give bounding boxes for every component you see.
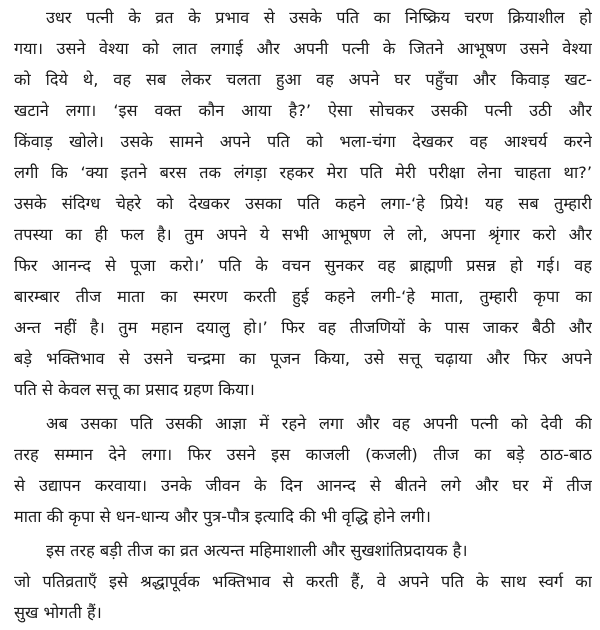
text-line: माता की कृपा से धन-धान्य और पुत्र-पौत्र इत्यादि की भी वृद्धि होने लगी। [14, 507, 431, 526]
text-line: बड़े भक्तिभाव से उसने चन्द्रमा का पूजन किया, उसे सत्तू चढ़ाया और फिर अपने [14, 349, 592, 368]
text-line: फिर आनन्द से पूजा करो।’ पति के वचन सुनकर वह ब्राह्मणी प्रसन्न हो गई। वह [14, 256, 592, 275]
text-line: को दिये थे, वह सब लेकर चलता हुआ वह अपने घर पहुँचा और किवाड़ खट- [14, 70, 592, 89]
text-line: पति से केवल सत्तू का प्रसाद ग्रहण किया। [14, 380, 255, 399]
text-line: गया। उसने वेश्या को लात लगाई और अपनी पत्नी के जितने आभूषण उसने वेश्या [14, 39, 592, 58]
text-line: से उद्यापन करवाया। उनके जीवन के दिन आनन्द से बीतने लगे और घर में तीज [14, 476, 592, 495]
text-line: सुख भोगती हैं। [14, 603, 102, 622]
text-line: अन्त नहीं है। तुम महान दयालु हो।’ फिर वह तीजणियों के पास जाकर बैठी और [14, 318, 592, 337]
text-line: उधर पत्नी के व्रत के प्रभाव से उसके पति का निष्क्रिय चरण क्रियाशील हो [46, 8, 592, 27]
text-line: किंवाड़ खोले। उसके सामने अपने पति को भला-चंगा देखकर वह आश्चर्य करने [14, 132, 592, 151]
text-line: जो पतिव्रताएँ इसे श्रद्धापूर्वक भक्तिभाव से करती हैं, वे अपने पति के साथ स्वर्ग का [14, 572, 592, 591]
text-line: लगी कि ‘क्या इतने बरस तक लंगड़ा रहकर मेरा पति मेरी परीक्षा लेना चाहता था?’ [14, 163, 592, 182]
text-line: तपस्या का ही फल है। तुम अपने ये सभी आभूषण ले लो, अपना श्रृंगार करो और [14, 225, 592, 244]
text-line: तरह सम्मान देने लगा। फिर उसने इस काजली (कजली) तीज का बड़े ठाठ-बाठ [14, 445, 592, 464]
text-line: बारम्बार तीज माता का स्मरण करती हुई कहने लगी-‘हे माता, तुम्हारी कृपा का [14, 287, 592, 306]
text-line: उसके संदिग्ध चेहरे को देखकर उसका पति कहने लगा-‘हे प्रिये! यह सब तुम्हारी [14, 194, 592, 213]
text-line: अब उसका पति उसकी आज्ञा में रहने लगा और वह अपनी पत्नी को देवी की [46, 414, 592, 433]
text-line: इस तरह बड़ी तीज का व्रत अत्यन्त महिमाशाली और सुखशांतिप्रदायक है। [46, 541, 468, 560]
text-line: खटाने लगा। ‘इस वक्त कौन आया है?’ ऐसा सोचकर उसकी पत्नी उठी और [14, 101, 592, 120]
